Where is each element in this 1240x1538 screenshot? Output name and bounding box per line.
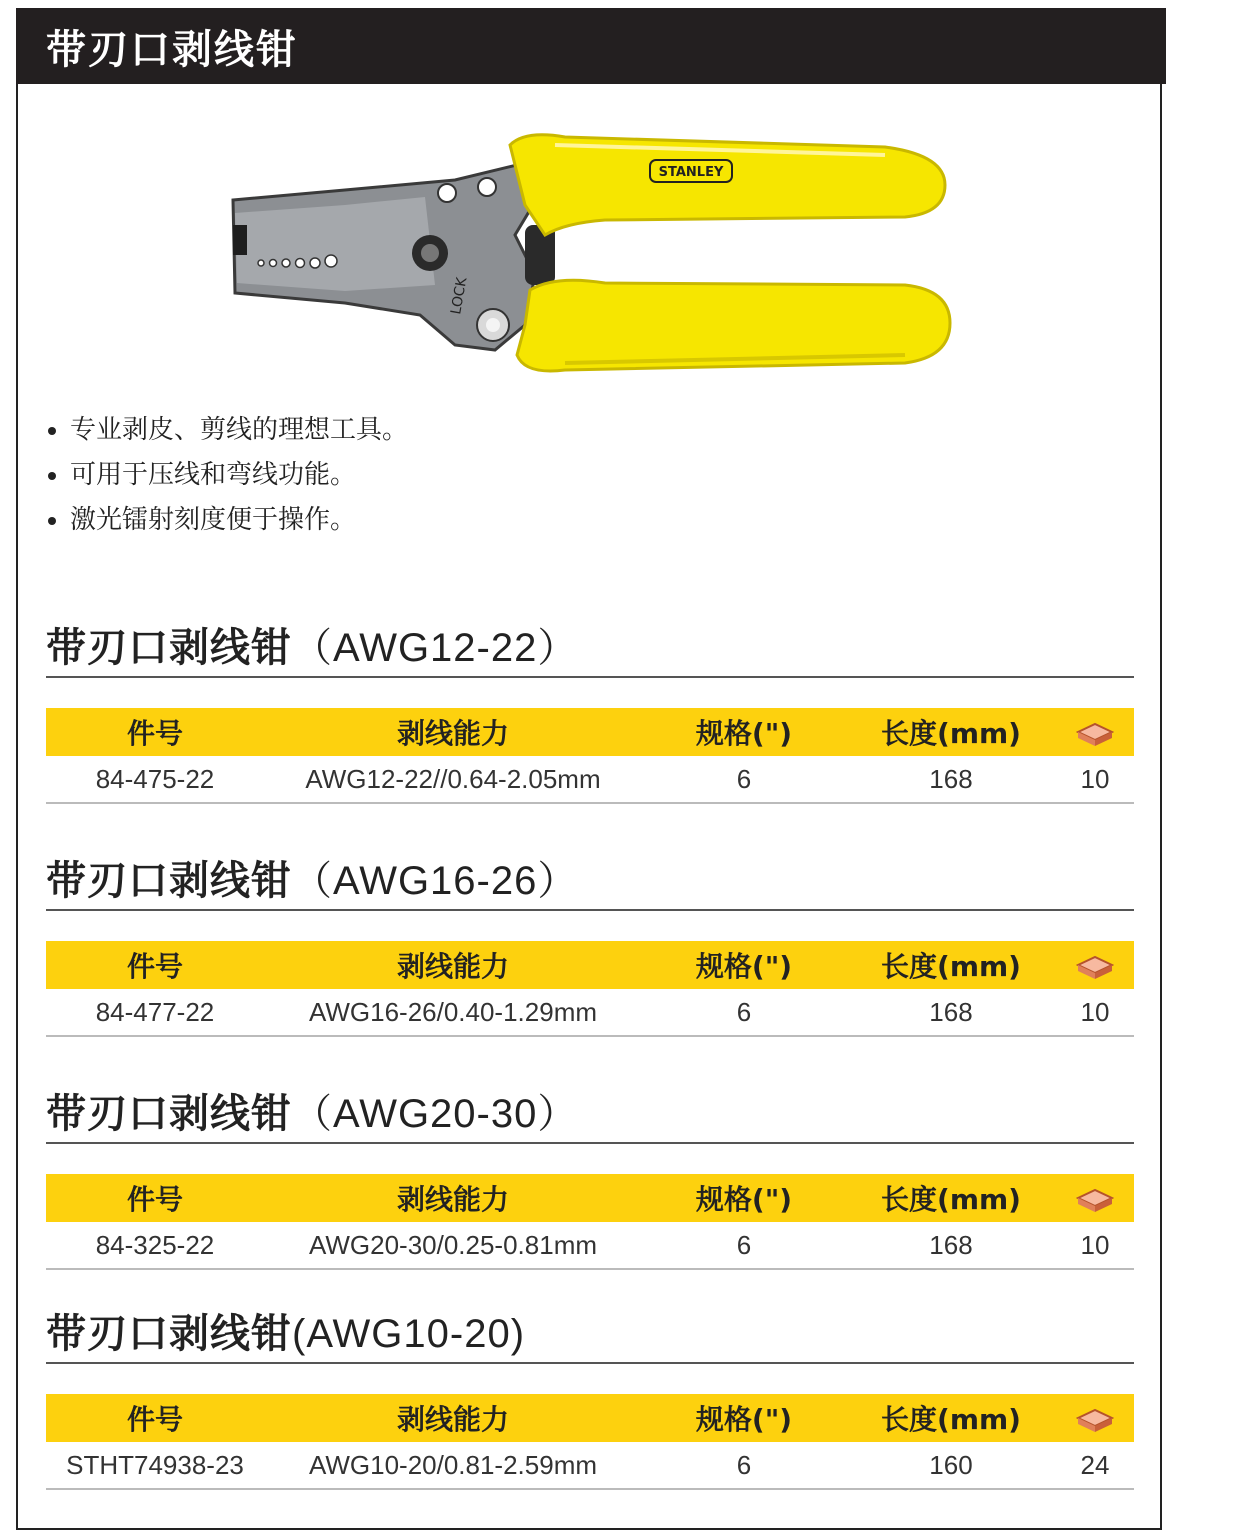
header-spec: 规格(") [642,1394,846,1442]
table-row [46,1222,1134,1269]
cell-spec: 6 [642,1222,846,1269]
bullet-icon [48,517,56,525]
lock-label: LOCK [448,276,471,316]
section-title: 带刃口剥线钳(AWG10-20) [46,1311,526,1357]
cell-spec: 6 [642,1442,846,1489]
header-capacity: 剥线能力 [264,1174,642,1222]
section-divider [46,1362,1134,1364]
section-divider [46,1142,1134,1144]
cell-part-no: 84-475-22 [46,756,264,803]
spec-table [46,1394,1134,1490]
header-part-no: 件号 [46,1394,264,1442]
feature-item [48,408,408,453]
feature-item [48,453,408,498]
cell-part-no: 84-477-22 [46,989,264,1036]
cell-capacity: AWG10-20/0.81-2.59mm [264,1442,642,1489]
cell-length: 168 [846,1222,1056,1269]
page-title: 带刃口剥线钳 [46,27,298,73]
header-capacity: 剥线能力 [264,1394,642,1442]
header-capacity: 剥线能力 [264,941,642,989]
cell-spec: 6 [642,756,846,803]
header-length: 长度(mm) [846,1174,1056,1222]
table-header-row [46,941,1134,989]
cell-length: 160 [846,1442,1056,1489]
header-part-no: 件号 [46,708,264,756]
box-icon [1076,720,1114,748]
cell-capacity: AWG16-26/0.40-1.29mm [264,989,642,1036]
section-title: 带刃口剥线钳（AWG20-30） [46,1091,579,1137]
brand-logo-text: STANLEY [658,165,724,180]
spec-table [46,708,1134,804]
cell-qty: 24 [1056,1442,1134,1489]
section-title: 带刃口剥线钳（AWG12-22） [46,625,579,671]
header-bar [16,8,1166,84]
cell-spec: 6 [642,989,846,1036]
cell-qty: 10 [1056,756,1134,803]
box-icon [1076,1186,1114,1214]
box-icon [1076,953,1114,981]
feature-text: 激光镭射刻度便于操作。 [70,505,357,535]
header-length: 长度(mm) [846,1394,1056,1442]
bullet-icon [48,427,56,435]
header-length: 长度(mm) [846,941,1056,989]
bullet-icon [48,472,56,480]
cell-length: 168 [846,756,1056,803]
feature-text: 可用于压线和弯线功能。 [70,460,357,490]
header-length: 长度(mm) [846,708,1056,756]
cell-capacity: AWG12-22//0.64-2.05mm [264,756,642,803]
box-icon [1076,1406,1114,1434]
section-title: 带刃口剥线钳（AWG16-26） [46,858,579,904]
table-header-row [46,708,1134,756]
table-row [46,756,1134,803]
header-pack-qty [1056,708,1134,756]
feature-item [48,498,408,543]
header-pack-qty [1056,1174,1134,1222]
table-row [46,1442,1134,1489]
wire-stripper-image [225,125,955,395]
table-row [46,989,1134,1036]
header-spec: 规格(") [642,708,846,756]
spec-table [46,1174,1134,1270]
header-pack-qty [1056,1394,1134,1442]
header-part-no: 件号 [46,1174,264,1222]
cell-qty: 10 [1056,989,1134,1036]
table-header-row [46,1174,1134,1222]
header-capacity: 剥线能力 [264,708,642,756]
header-pack-qty [1056,941,1134,989]
header-spec: 规格(") [642,941,846,989]
cell-capacity: AWG20-30/0.25-0.81mm [264,1222,642,1269]
cell-part-no: 84-325-22 [46,1222,264,1269]
feature-text: 专业剥皮、剪线的理想工具。 [70,415,409,445]
feature-list [48,408,408,543]
cell-qty: 10 [1056,1222,1134,1269]
section-divider [46,676,1134,678]
header-spec: 规格(") [642,1174,846,1222]
cell-part-no: STHT74938-23 [46,1442,264,1489]
header-part-no: 件号 [46,941,264,989]
cell-length: 168 [846,989,1056,1036]
spec-table [46,941,1134,1037]
section-divider [46,909,1134,911]
table-header-row [46,1394,1134,1442]
